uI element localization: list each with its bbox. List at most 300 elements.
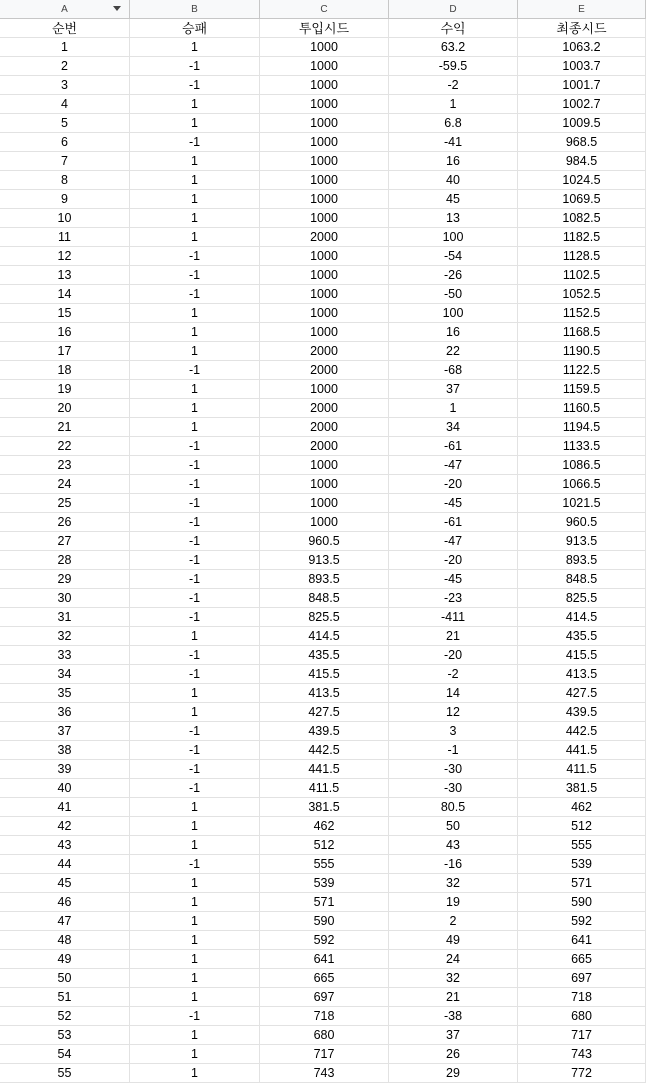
cell-index[interactable]: 34 <box>0 665 130 683</box>
cell-profit[interactable]: 37 <box>389 1026 518 1044</box>
cell-final-seed[interactable]: 984.5 <box>518 152 646 170</box>
cell-final-seed[interactable]: 1159.5 <box>518 380 646 398</box>
cell-index[interactable]: 25 <box>0 494 130 512</box>
cell-seed-in[interactable]: 665 <box>260 969 389 987</box>
cell-profit[interactable]: 24 <box>389 950 518 968</box>
cell-index[interactable]: 13 <box>0 266 130 284</box>
cell-seed-in[interactable]: 1000 <box>260 57 389 75</box>
cell-final-seed[interactable]: 893.5 <box>518 551 646 569</box>
table-row <box>0 266 646 285</box>
cell-profit[interactable]: 100 <box>389 228 518 246</box>
cell-final-seed[interactable]: 413.5 <box>518 665 646 683</box>
cell-final-seed[interactable]: 411.5 <box>518 760 646 778</box>
cell-index[interactable]: 18 <box>0 361 130 379</box>
cell-final-seed[interactable]: 1160.5 <box>518 399 646 417</box>
cell-result[interactable]: -1 <box>130 494 260 512</box>
cell-seed-in[interactable]: 1000 <box>260 209 389 227</box>
cell-profit[interactable]: -2 <box>389 76 518 94</box>
cell-index[interactable]: 52 <box>0 1007 130 1025</box>
cell-index[interactable]: 44 <box>0 855 130 873</box>
cell-final-seed[interactable]: 697 <box>518 969 646 987</box>
cell-seed-in[interactable]: 1000 <box>260 285 389 303</box>
column-letter: E <box>578 3 585 15</box>
cell-result[interactable]: 1 <box>130 95 260 113</box>
cell-profit[interactable]: -30 <box>389 760 518 778</box>
cell-seed-in[interactable]: 571 <box>260 893 389 911</box>
cell-index[interactable]: 16 <box>0 323 130 341</box>
cell-index[interactable]: 15 <box>0 304 130 322</box>
cell-result[interactable]: -1 <box>130 57 260 75</box>
cell-seed-in[interactable]: 1000 <box>260 38 389 56</box>
cell-index[interactable]: 26 <box>0 513 130 531</box>
cell-index[interactable]: 45 <box>0 874 130 892</box>
cell-final-seed[interactable]: 1128.5 <box>518 247 646 265</box>
cell-result[interactable]: -1 <box>130 456 260 474</box>
cell-final-seed[interactable]: 590 <box>518 893 646 911</box>
cell-index[interactable]: 8 <box>0 171 130 189</box>
cell-profit[interactable]: -45 <box>389 494 518 512</box>
cell-index[interactable]: 33 <box>0 646 130 664</box>
cell-index[interactable]: 54 <box>0 1045 130 1063</box>
cell-profit[interactable]: -1 <box>389 741 518 759</box>
cell-index[interactable]: 2 <box>0 57 130 75</box>
cell-profit[interactable]: 37 <box>389 380 518 398</box>
cell-seed-in[interactable]: 641 <box>260 950 389 968</box>
cell-result[interactable]: -1 <box>130 722 260 740</box>
cell-final-seed[interactable]: 848.5 <box>518 570 646 588</box>
cell-final-seed[interactable]: 512 <box>518 817 646 835</box>
cell-result[interactable]: -1 <box>130 76 260 94</box>
cell-final-seed[interactable]: 1190.5 <box>518 342 646 360</box>
cell-seed-in[interactable]: 848.5 <box>260 589 389 607</box>
cell-seed-in[interactable]: 1000 <box>260 323 389 341</box>
cell-result[interactable]: 1 <box>130 304 260 322</box>
column-header-a[interactable] <box>0 0 130 18</box>
cell-final-seed[interactable]: 462 <box>518 798 646 816</box>
cell-final-seed[interactable]: 1182.5 <box>518 228 646 246</box>
cell-final-seed[interactable]: 1133.5 <box>518 437 646 455</box>
cell-result[interactable]: 1 <box>130 209 260 227</box>
cell-seed-in[interactable]: 1000 <box>260 190 389 208</box>
cell-seed-in[interactable]: 1000 <box>260 475 389 493</box>
cell-seed-in[interactable]: 435.5 <box>260 646 389 664</box>
cell-seed-in[interactable]: 2000 <box>260 399 389 417</box>
cell-seed-in[interactable]: 2000 <box>260 437 389 455</box>
cell-index[interactable]: 48 <box>0 931 130 949</box>
cell-final-seed[interactable]: 825.5 <box>518 589 646 607</box>
cell-result[interactable]: 1 <box>130 988 260 1006</box>
cell-final-seed[interactable]: 592 <box>518 912 646 930</box>
cell-profit[interactable]: 12 <box>389 703 518 721</box>
cell-profit[interactable]: -2 <box>389 665 518 683</box>
cell-profit[interactable]: 21 <box>389 988 518 1006</box>
cell-result[interactable]: 1 <box>130 190 260 208</box>
column-header-d[interactable] <box>389 0 518 18</box>
cell-result[interactable]: -1 <box>130 779 260 797</box>
cell-result[interactable]: 1 <box>130 836 260 854</box>
cell-seed-in[interactable]: 1000 <box>260 76 389 94</box>
cell-seed-in[interactable]: 462 <box>260 817 389 835</box>
cell-index[interactable]: 23 <box>0 456 130 474</box>
cell-index[interactable]: 19 <box>0 380 130 398</box>
cell-profit[interactable]: -47 <box>389 532 518 550</box>
cell-seed-in[interactable]: 893.5 <box>260 570 389 588</box>
cell-index[interactable]: 31 <box>0 608 130 626</box>
cell-final-seed[interactable]: 539 <box>518 855 646 873</box>
cell-seed-in[interactable]: 717 <box>260 1045 389 1063</box>
cell-final-seed[interactable]: 1194.5 <box>518 418 646 436</box>
cell-final-seed[interactable]: 414.5 <box>518 608 646 626</box>
cell-result[interactable]: 1 <box>130 703 260 721</box>
cell-profit[interactable]: 16 <box>389 323 518 341</box>
cell-seed-in[interactable]: 415.5 <box>260 665 389 683</box>
cell-final-seed[interactable]: 968.5 <box>518 133 646 151</box>
cell-profit[interactable]: 63.2 <box>389 38 518 56</box>
cell-seed-in[interactable]: 960.5 <box>260 532 389 550</box>
cell-result[interactable]: 1 <box>130 38 260 56</box>
table-row <box>0 969 646 988</box>
cell-index[interactable]: 11 <box>0 228 130 246</box>
cell-profit[interactable]: 34 <box>389 418 518 436</box>
cell-result[interactable]: -1 <box>130 513 260 531</box>
cell-profit[interactable]: -50 <box>389 285 518 303</box>
cell-result[interactable]: -1 <box>130 437 260 455</box>
cell-result[interactable]: 1 <box>130 912 260 930</box>
cell-result[interactable]: 1 <box>130 171 260 189</box>
cell-index[interactable]: 1 <box>0 38 130 56</box>
cell-profit[interactable]: 1 <box>389 95 518 113</box>
cell-index[interactable]: 30 <box>0 589 130 607</box>
cell-index[interactable]: 3 <box>0 76 130 94</box>
cell-profit[interactable]: -41 <box>389 133 518 151</box>
cell-profit[interactable]: -23 <box>389 589 518 607</box>
cell-result[interactable]: 1 <box>130 817 260 835</box>
cell-seed-in[interactable]: 539 <box>260 874 389 892</box>
cell-result[interactable]: 1 <box>130 893 260 911</box>
cell-result[interactable]: 1 <box>130 342 260 360</box>
cell-profit[interactable]: 32 <box>389 969 518 987</box>
cell-final-seed[interactable]: 1003.7 <box>518 57 646 75</box>
cell-index[interactable]: 46 <box>0 893 130 911</box>
cell-profit[interactable]: -59.5 <box>389 57 518 75</box>
cell-seed-in[interactable]: 1000 <box>260 266 389 284</box>
cell-profit[interactable]: 32 <box>389 874 518 892</box>
cell-seed-in[interactable]: 1000 <box>260 95 389 113</box>
header-cell-final-seed[interactable]: 최종시드 <box>518 19 646 37</box>
cell-final-seed[interactable]: 960.5 <box>518 513 646 531</box>
cell-final-seed[interactable]: 1102.5 <box>518 266 646 284</box>
cell-index[interactable]: 24 <box>0 475 130 493</box>
filter-dropdown-icon[interactable] <box>113 6 121 11</box>
cell-profit[interactable]: 13 <box>389 209 518 227</box>
cell-index[interactable]: 40 <box>0 779 130 797</box>
cell-result[interactable]: -1 <box>130 1007 260 1025</box>
cell-final-seed[interactable]: 381.5 <box>518 779 646 797</box>
cell-index[interactable]: 21 <box>0 418 130 436</box>
cell-index[interactable]: 17 <box>0 342 130 360</box>
cell-final-seed[interactable]: 441.5 <box>518 741 646 759</box>
cell-profit[interactable]: 50 <box>389 817 518 835</box>
cell-final-seed[interactable]: 1001.7 <box>518 76 646 94</box>
cell-index[interactable]: 49 <box>0 950 130 968</box>
cell-final-seed[interactable]: 1086.5 <box>518 456 646 474</box>
cell-profit[interactable]: -38 <box>389 1007 518 1025</box>
cell-index[interactable]: 9 <box>0 190 130 208</box>
cell-index[interactable]: 7 <box>0 152 130 170</box>
cell-final-seed[interactable]: 1052.5 <box>518 285 646 303</box>
cell-index[interactable]: 39 <box>0 760 130 778</box>
cell-index[interactable]: 6 <box>0 133 130 151</box>
cell-seed-in[interactable]: 718 <box>260 1007 389 1025</box>
cell-result[interactable]: 1 <box>130 323 260 341</box>
cell-seed-in[interactable]: 1000 <box>260 152 389 170</box>
cell-final-seed[interactable]: 1152.5 <box>518 304 646 322</box>
cell-result[interactable]: -1 <box>130 247 260 265</box>
cell-index[interactable]: 55 <box>0 1064 130 1082</box>
cell-result[interactable]: -1 <box>130 285 260 303</box>
table-row <box>0 912 646 931</box>
table-row <box>0 760 646 779</box>
cell-final-seed[interactable]: 435.5 <box>518 627 646 645</box>
cell-profit[interactable]: 3 <box>389 722 518 740</box>
cell-index[interactable]: 37 <box>0 722 130 740</box>
table-row <box>0 589 646 608</box>
cell-final-seed[interactable]: 665 <box>518 950 646 968</box>
cell-seed-in[interactable]: 1000 <box>260 247 389 265</box>
cell-profit[interactable]: -61 <box>389 513 518 531</box>
cell-profit[interactable]: 21 <box>389 627 518 645</box>
cell-index[interactable]: 20 <box>0 399 130 417</box>
cell-seed-in[interactable]: 512 <box>260 836 389 854</box>
cell-profit[interactable]: -20 <box>389 475 518 493</box>
cell-profit[interactable]: -26 <box>389 266 518 284</box>
cell-seed-in[interactable]: 439.5 <box>260 722 389 740</box>
cell-final-seed[interactable]: 1009.5 <box>518 114 646 132</box>
cell-profit[interactable]: 14 <box>389 684 518 702</box>
cell-result[interactable]: -1 <box>130 532 260 550</box>
cell-result[interactable]: -1 <box>130 665 260 683</box>
table-row <box>0 285 646 304</box>
cell-seed-in[interactable]: 1000 <box>260 494 389 512</box>
cell-seed-in[interactable]: 1000 <box>260 133 389 151</box>
cell-index[interactable]: 51 <box>0 988 130 1006</box>
cell-final-seed[interactable]: 913.5 <box>518 532 646 550</box>
cell-profit[interactable]: -61 <box>389 437 518 455</box>
cell-profit[interactable]: -16 <box>389 855 518 873</box>
cell-result[interactable]: 1 <box>130 627 260 645</box>
cell-seed-in[interactable]: 1000 <box>260 304 389 322</box>
cell-final-seed[interactable]: 772 <box>518 1064 646 1082</box>
cell-result[interactable]: -1 <box>130 646 260 664</box>
cell-final-seed[interactable]: 1168.5 <box>518 323 646 341</box>
cell-profit[interactable]: -411 <box>389 608 518 626</box>
cell-seed-in[interactable]: 2000 <box>260 342 389 360</box>
cell-seed-in[interactable]: 1000 <box>260 513 389 531</box>
cell-final-seed[interactable]: 571 <box>518 874 646 892</box>
cell-result[interactable]: 1 <box>130 114 260 132</box>
cell-index[interactable]: 36 <box>0 703 130 721</box>
cell-seed-in[interactable]: 1000 <box>260 114 389 132</box>
table-row <box>0 1045 646 1064</box>
cell-index[interactable]: 32 <box>0 627 130 645</box>
header-cell-profit[interactable]: 수익 <box>389 19 518 37</box>
cell-final-seed[interactable]: 1066.5 <box>518 475 646 493</box>
cell-seed-in[interactable]: 913.5 <box>260 551 389 569</box>
cell-index[interactable]: 29 <box>0 570 130 588</box>
cell-result[interactable]: -1 <box>130 133 260 151</box>
cell-final-seed[interactable]: 1063.2 <box>518 38 646 56</box>
cell-seed-in[interactable]: 1000 <box>260 171 389 189</box>
cell-final-seed[interactable]: 680 <box>518 1007 646 1025</box>
cell-seed-in[interactable]: 1000 <box>260 380 389 398</box>
table-row <box>0 817 646 836</box>
cell-result[interactable]: -1 <box>130 855 260 873</box>
cell-index[interactable]: 53 <box>0 1026 130 1044</box>
cell-result[interactable]: 1 <box>130 399 260 417</box>
cell-index[interactable]: 47 <box>0 912 130 930</box>
cell-profit[interactable]: 26 <box>389 1045 518 1063</box>
cell-seed-in[interactable]: 381.5 <box>260 798 389 816</box>
cell-final-seed[interactable]: 743 <box>518 1045 646 1063</box>
cell-index[interactable]: 27 <box>0 532 130 550</box>
cell-seed-in[interactable]: 2000 <box>260 361 389 379</box>
cell-final-seed[interactable]: 1122.5 <box>518 361 646 379</box>
cell-profit[interactable]: 1 <box>389 399 518 417</box>
cell-index[interactable]: 43 <box>0 836 130 854</box>
table-row <box>0 209 646 228</box>
cell-profit[interactable]: 43 <box>389 836 518 854</box>
cell-profit[interactable]: -20 <box>389 551 518 569</box>
cell-result[interactable]: 1 <box>130 1045 260 1063</box>
cell-seed-in[interactable]: 413.5 <box>260 684 389 702</box>
header-cell-seed-in[interactable]: 투입시드 <box>260 19 389 37</box>
cell-seed-in[interactable]: 592 <box>260 931 389 949</box>
cell-index[interactable]: 41 <box>0 798 130 816</box>
cell-index[interactable]: 28 <box>0 551 130 569</box>
cell-profit[interactable]: -30 <box>389 779 518 797</box>
cell-profit[interactable]: 16 <box>389 152 518 170</box>
cell-seed-in[interactable]: 743 <box>260 1064 389 1082</box>
cell-final-seed[interactable]: 1082.5 <box>518 209 646 227</box>
cell-seed-in[interactable]: 825.5 <box>260 608 389 626</box>
cell-result[interactable]: 1 <box>130 969 260 987</box>
column-header-b[interactable] <box>130 0 260 18</box>
cell-index[interactable]: 35 <box>0 684 130 702</box>
cell-final-seed[interactable]: 1069.5 <box>518 190 646 208</box>
table-row <box>0 342 646 361</box>
cell-profit[interactable]: -47 <box>389 456 518 474</box>
cell-result[interactable]: -1 <box>130 551 260 569</box>
cell-profit[interactable]: 49 <box>389 931 518 949</box>
cell-profit[interactable]: -68 <box>389 361 518 379</box>
cell-seed-in[interactable]: 414.5 <box>260 627 389 645</box>
cell-result[interactable]: 1 <box>130 1064 260 1082</box>
cell-profit[interactable]: 45 <box>389 190 518 208</box>
cell-seed-in[interactable]: 680 <box>260 1026 389 1044</box>
cell-index[interactable]: 12 <box>0 247 130 265</box>
cell-result[interactable]: 1 <box>130 380 260 398</box>
cell-index[interactable]: 22 <box>0 437 130 455</box>
cell-index[interactable]: 50 <box>0 969 130 987</box>
cell-final-seed[interactable]: 1002.7 <box>518 95 646 113</box>
cell-seed-in[interactable]: 411.5 <box>260 779 389 797</box>
cell-result[interactable]: 1 <box>130 1026 260 1044</box>
cell-seed-in[interactable]: 555 <box>260 855 389 873</box>
cell-result[interactable]: -1 <box>130 361 260 379</box>
cell-result[interactable]: -1 <box>130 741 260 759</box>
cell-profit[interactable]: -45 <box>389 570 518 588</box>
cell-index[interactable]: 38 <box>0 741 130 759</box>
column-header-c[interactable] <box>260 0 389 18</box>
cell-result[interactable]: -1 <box>130 608 260 626</box>
cell-result[interactable]: -1 <box>130 475 260 493</box>
cell-profit[interactable]: 22 <box>389 342 518 360</box>
cell-profit[interactable]: 19 <box>389 893 518 911</box>
cell-seed-in[interactable]: 2000 <box>260 228 389 246</box>
cell-profit[interactable]: 100 <box>389 304 518 322</box>
cell-final-seed[interactable]: 442.5 <box>518 722 646 740</box>
table-row <box>0 171 646 190</box>
table-row <box>0 380 646 399</box>
cell-result[interactable]: 1 <box>130 228 260 246</box>
cell-seed-in[interactable]: 697 <box>260 988 389 1006</box>
cell-seed-in[interactable]: 441.5 <box>260 760 389 778</box>
cell-final-seed[interactable]: 641 <box>518 931 646 949</box>
cell-seed-in[interactable]: 427.5 <box>260 703 389 721</box>
cell-seed-in[interactable]: 1000 <box>260 456 389 474</box>
cell-result[interactable]: 1 <box>130 798 260 816</box>
cell-index[interactable]: 14 <box>0 285 130 303</box>
cell-seed-in[interactable]: 2000 <box>260 418 389 436</box>
header-cell-result[interactable]: 승패 <box>130 19 260 37</box>
cell-result[interactable]: -1 <box>130 570 260 588</box>
cell-result[interactable]: 1 <box>130 950 260 968</box>
cell-result[interactable]: 1 <box>130 152 260 170</box>
cell-final-seed[interactable]: 415.5 <box>518 646 646 664</box>
cell-result[interactable]: 1 <box>130 931 260 949</box>
cell-profit[interactable]: -20 <box>389 646 518 664</box>
cell-result[interactable]: 1 <box>130 418 260 436</box>
cell-profit[interactable]: 40 <box>389 171 518 189</box>
cell-final-seed[interactable]: 717 <box>518 1026 646 1044</box>
cell-result[interactable]: 1 <box>130 874 260 892</box>
cell-index[interactable]: 10 <box>0 209 130 227</box>
cell-final-seed[interactable]: 427.5 <box>518 684 646 702</box>
header-cell-index[interactable]: 순번 <box>0 19 130 37</box>
cell-index[interactable]: 5 <box>0 114 130 132</box>
cell-seed-in[interactable]: 442.5 <box>260 741 389 759</box>
cell-profit[interactable]: -54 <box>389 247 518 265</box>
cell-final-seed[interactable]: 1021.5 <box>518 494 646 512</box>
cell-index[interactable]: 42 <box>0 817 130 835</box>
cell-index[interactable]: 4 <box>0 95 130 113</box>
cell-profit[interactable]: 6.8 <box>389 114 518 132</box>
header-row <box>0 19 646 38</box>
cell-final-seed[interactable]: 555 <box>518 836 646 854</box>
cell-final-seed[interactable]: 718 <box>518 988 646 1006</box>
cell-final-seed[interactable]: 1024.5 <box>518 171 646 189</box>
cell-final-seed[interactable]: 439.5 <box>518 703 646 721</box>
cell-profit[interactable]: 80.5 <box>389 798 518 816</box>
cell-result[interactable]: -1 <box>130 760 260 778</box>
cell-result[interactable]: -1 <box>130 589 260 607</box>
cell-result[interactable]: 1 <box>130 684 260 702</box>
column-header-e[interactable] <box>518 0 646 18</box>
cell-result[interactable]: -1 <box>130 266 260 284</box>
cell-seed-in[interactable]: 590 <box>260 912 389 930</box>
cell-profit[interactable]: 2 <box>389 912 518 930</box>
cell-profit[interactable]: 29 <box>389 1064 518 1082</box>
